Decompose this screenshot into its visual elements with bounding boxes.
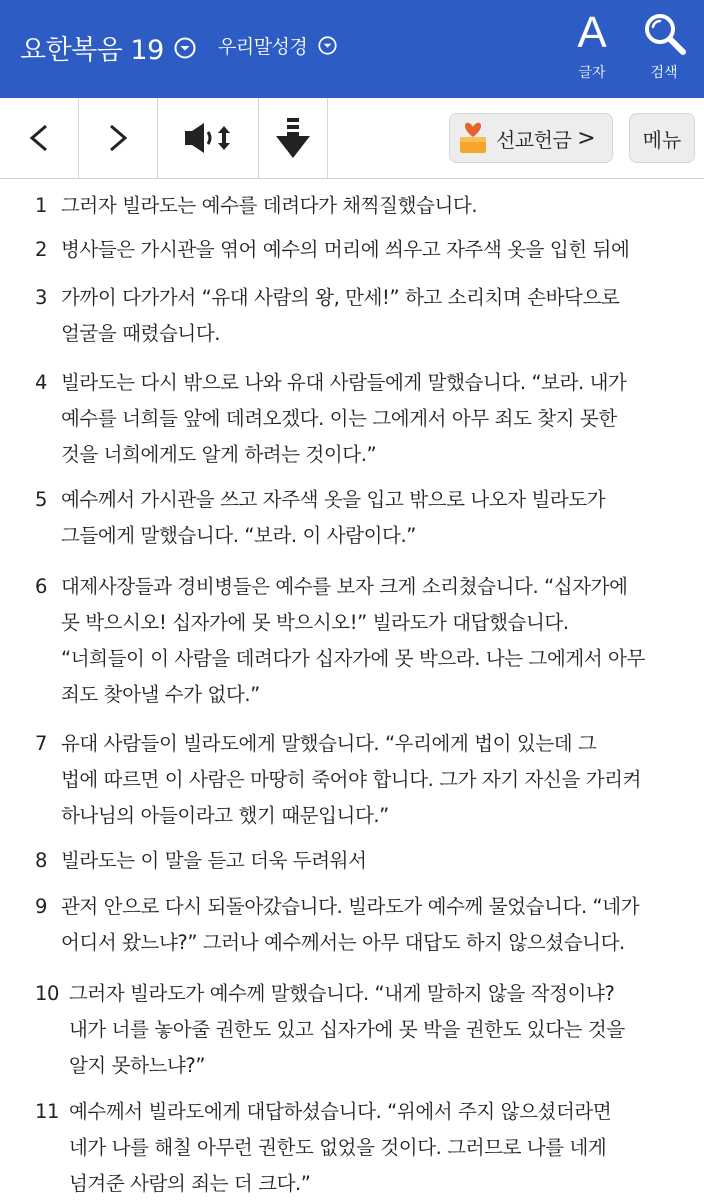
verse-number: 2: [35, 238, 48, 261]
verse-number: 10: [35, 982, 60, 1005]
verse-number: 5: [35, 488, 48, 511]
chevron-down-icon: [318, 36, 337, 55]
verse-text: 유대 사람들이 빌라도에게 말했습니다. “우리에게 법이 있는데 그 법에 따르면 이 사람은 마땅히 죽어야 합니다. 그가 자기 자신을 가리켜 하나님의 아들이라고 했기 때문입니다.”: [61, 732, 642, 827]
verse-number: 9: [35, 895, 48, 918]
verse-text: 가까이 다가가서 “유대 사람의 왕, 만세!” 하고 소리치며 손바닥으로 얼굴을 때렸습니다.: [61, 286, 620, 345]
font-button-label: 글자: [578, 65, 606, 81]
download-icon: [274, 116, 312, 160]
search-icon: [641, 10, 689, 58]
verse-text: 관저 안으로 다시 되돌아갔습니다. 빌라도가 예수께 물었습니다. “네가 어디서 왔느냐?” 그러나 예수께서는 아무 대답도 하지 않으셨습니다.: [61, 895, 640, 954]
font-size-button[interactable]: [564, 0, 620, 98]
verse-text: 대제사장들과 경비병들은 예수를 보자 크게 소리쳤습니다. “십자가에 못 박으시오! 십자가에 못 박으시오!” 빌라도가 대답했습니다. “너희들이 이 사람을 데려다가 십자가에 못 박으라. 나는 그에게서 아무 죄도 찾아낼 수가 없다.”: [61, 575, 645, 706]
version-selector[interactable]: [218, 32, 337, 59]
book-chapter-title: 요한복음 19: [20, 35, 164, 66]
download-button[interactable]: [259, 98, 327, 178]
version-title: 우리말성경: [218, 36, 308, 58]
prev-chapter-button[interactable]: [0, 98, 78, 178]
chevron-right-icon: >: [577, 125, 596, 151]
chevron-left-icon: [27, 123, 51, 153]
book-chapter-selector[interactable]: [20, 28, 196, 67]
verse-text: 빌라도는 이 말을 듣고 더욱 두려워서: [61, 849, 367, 872]
mission-offering-button[interactable]: [449, 113, 613, 163]
mission-offering-label: 선교헌금: [496, 127, 572, 152]
verse-number: 6: [35, 575, 48, 598]
verse-text: 그러자 빌라도가 예수께 말했습니다. “내게 말하지 않을 작정이냐? 내가 너를 놓아줄 권한도 있고 십자가에 못 박을 권한도 있다는 것을 알지 못하느냐?”: [69, 982, 625, 1077]
verse-number: 1: [35, 194, 48, 217]
verse-text: 병사들은 가시관을 엮어 예수의 머리에 씌우고 자주색 옷을 입힌 뒤에: [61, 238, 630, 261]
divider: [327, 98, 328, 178]
toolbar: [0, 98, 704, 179]
verse-number: 8: [35, 849, 48, 872]
speaker-icon: [183, 120, 233, 156]
menu-button[interactable]: 메뉴: [629, 113, 695, 163]
verse-number: 11: [35, 1100, 60, 1123]
next-chapter-button[interactable]: [79, 98, 157, 178]
search-button-label: 검색: [650, 65, 678, 81]
verse-text: 그러자 빌라도는 예수를 데려다가 채찍질했습니다.: [61, 194, 478, 217]
verse-text: 예수께서 빌라도에게 대답하셨습니다. “위에서 주지 않으셨더라면 네가 나를 해칠 아무런 권한도 없었을 것이다. 그러므로 나를 네게 넘겨준 사람의 죄는 더 크다.”: [69, 1100, 612, 1195]
chevron-right-icon: [106, 123, 130, 153]
gift-heart-icon: [458, 121, 488, 155]
verse-number: 7: [35, 732, 48, 755]
font-icon: A: [577, 8, 607, 57]
verse-text: 예수께서 가시관을 쓰고 자주색 옷을 입고 밖으로 나오자 빌라도가 그들에게 말했습니다. “보라. 이 사람이다.”: [61, 488, 606, 547]
verse-text: 빌라도는 다시 밖으로 나와 유대 사람들에게 말했습니다. “보라. 내가 예수를 너희들 앞에 데려오겠다. 이는 그에게서 아무 죄도 찾지 못한 것을 너희에게도 알게 하려는 것이다.”: [61, 371, 627, 466]
app-header: [0, 0, 704, 98]
verse-number: 3: [35, 286, 48, 309]
chevron-down-icon: [174, 37, 196, 59]
search-button[interactable]: [636, 0, 692, 98]
verse-number: 4: [35, 371, 48, 394]
audio-button[interactable]: [158, 98, 258, 178]
